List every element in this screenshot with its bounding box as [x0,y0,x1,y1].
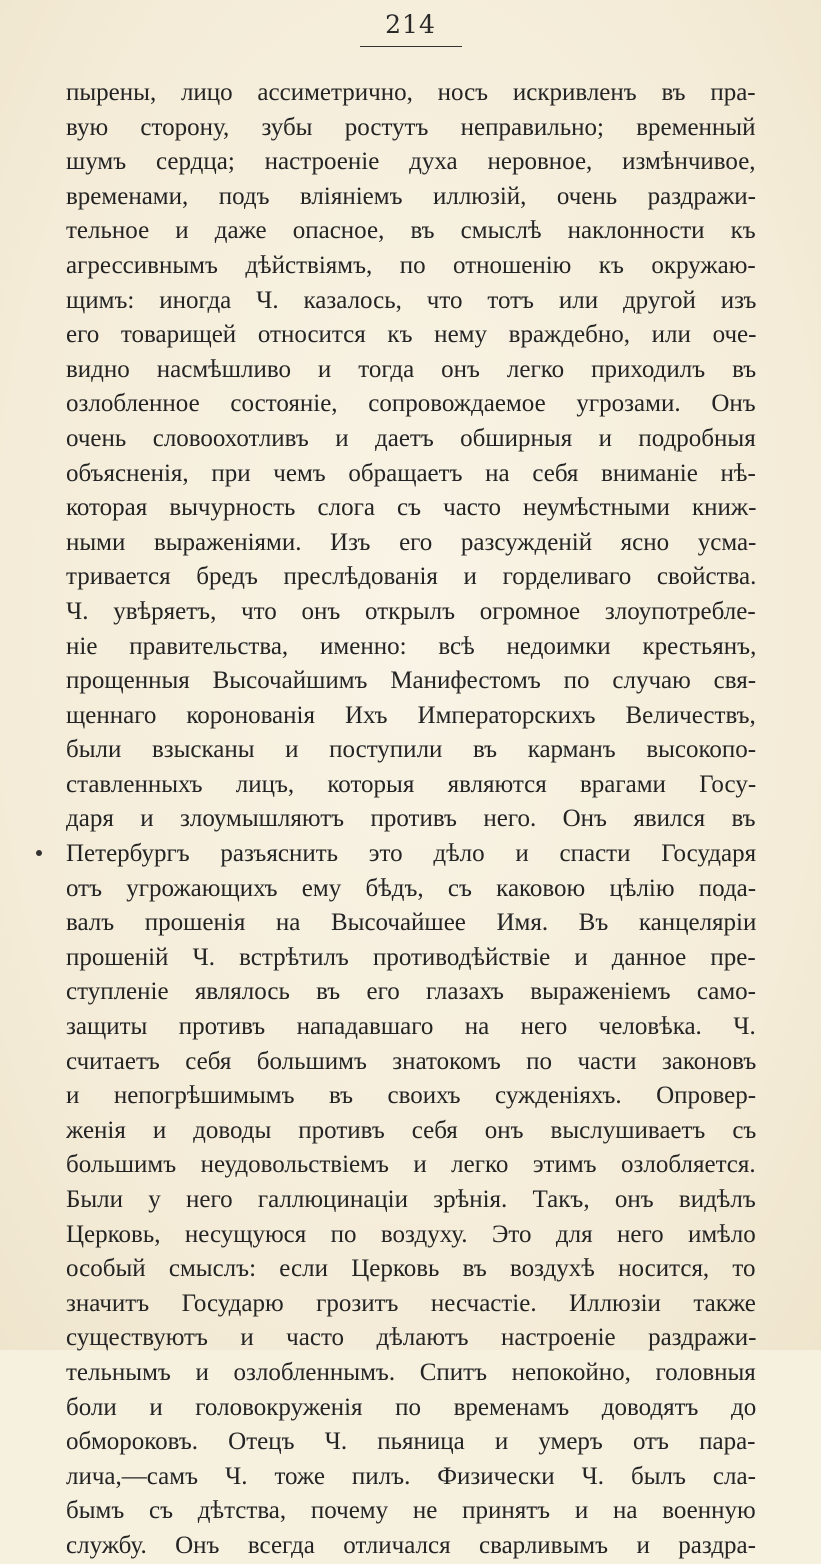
text-line: валъ прошенія на Высочайшее Имя. Въ канцеляріи [66,909,756,937]
text-line: Были у него галлюцинаціи зрѣнія. Такъ, онъ видѣлъ [66,1186,756,1213]
text-line: значитъ Государю грозитъ несчастіе. Иллюзіи также [66,1289,756,1317]
text-line: отъ угрожающихъ ему бѣдъ, съ каковою цѣлію пода- [66,874,756,902]
text-line: объясненія, при чемъ обращаетъ на себя вниманіе нѣ- [66,459,756,487]
text-line: ніе правительства, именно: всѣ недоимки крестьянъ, [66,632,756,660]
text-line: женія и доводы противъ себя онъ выслушиваетъ съ [66,1116,756,1144]
text-line: временами, подъ вліяніемъ иллюзій, очень раздражи- [66,182,756,210]
text-line: считаетъ себя большимъ знатокомъ по части законовъ [66,1047,756,1075]
text-line: тельное и даже опасное, въ смыслѣ наклонности къ [66,217,756,245]
text-line: озлобленное состояніе, сопровождаемое угрозами. Онъ [66,390,756,418]
text-line: вую сторону, зубы ростутъ неправильно; временный [66,113,756,141]
text-line: и непогрѣшимымъ въ своихъ сужденіяхъ. Опровер- [66,1082,756,1110]
text-line: прощенныя Высочайшимъ Манифестомъ по случаю свя- [66,667,756,695]
text-line: обмороковъ. Отецъ Ч. пьяница и умеръ отъ пара- [66,1428,756,1456]
text-line: даря и злоумышляютъ противъ него. Онъ явился въ [66,805,756,833]
header-rule [360,46,462,47]
text-line: очень словоохотливъ и даетъ обширныя и подробныя [66,424,756,452]
body-text [66,76,756,1564]
text-line: пырены, лицо ассиметрично, носъ искривленъ въ пра- [66,79,756,106]
text-line: видно насмѣшливо и тогда онъ легко приходилъ въ [66,355,756,383]
text-line: бымъ съ дѣтства, почему не принятъ и на военную [66,1497,756,1525]
text-line: щеннаго коронованія Ихъ Императорскихъ Величествъ, [66,701,756,729]
text-line: тривается бредъ преслѣдованія и горделиваго свойства. [66,563,756,591]
text-line: Церковь, несущуюся по воздуху. Это для него имѣло [66,1220,756,1248]
page-number: 214 [385,10,436,39]
text-line: которая вычурность слога съ часто неумѣстными книж- [66,494,756,522]
text-line: Петербургъ разъяснить это дѣло и спасти Государя [66,840,756,868]
text-line: шумъ сердца; настроеніе духа неровное, измѣнчивое, [66,148,756,176]
text-line: его товарищей относится къ нему враждебно, или оче- [66,321,756,349]
text-line: боли и головокруженія по временамъ доводятъ до [66,1393,756,1421]
text-line: Ч. увѣряетъ, что онъ открылъ огромное злоупотребле- [66,597,756,625]
text-line: были взысканы и поступили въ карманъ высокопо- [66,736,756,764]
text-line: агрессивнымъ дѣйствіямъ, по отношенію къ окружаю- [66,251,756,279]
text-line: щимъ: иногда Ч. казалось, что тотъ или другой изъ [66,286,756,314]
text-line: большимъ неудовольствіемъ и легко этимъ озлобляется. [66,1151,756,1179]
text-line: лича,—самъ Ч. тоже пилъ. Физически Ч. былъ сла- [66,1462,756,1490]
text-line: тельнымъ и озлобленнымъ. Спитъ непокойно, головныя [66,1358,756,1386]
text-line: прошеній Ч. встрѣтилъ противодѣйствіе и данное пре- [66,943,756,971]
text-line: ными выраженіями. Изъ его разсужденій ясно усма- [66,528,756,556]
text-line: ставленныхъ лицъ, которыя являются врагами Госу- [66,770,756,798]
text-line: особый смыслъ: если Церковь въ воздухѣ носится, то [66,1255,756,1283]
text-line: службу. Онъ всегда отличался сварливымъ и раздра- [66,1531,756,1559]
text-line: существуютъ и часто дѣлаютъ настроеніе раздражи- [66,1324,756,1352]
text-line: ступленіе являлось въ его глазахъ выраженіемъ само- [66,978,756,1006]
text-line: защиты противъ нападавшаго на него человѣка. Ч. [66,1013,756,1041]
margin-mark [36,850,42,856]
